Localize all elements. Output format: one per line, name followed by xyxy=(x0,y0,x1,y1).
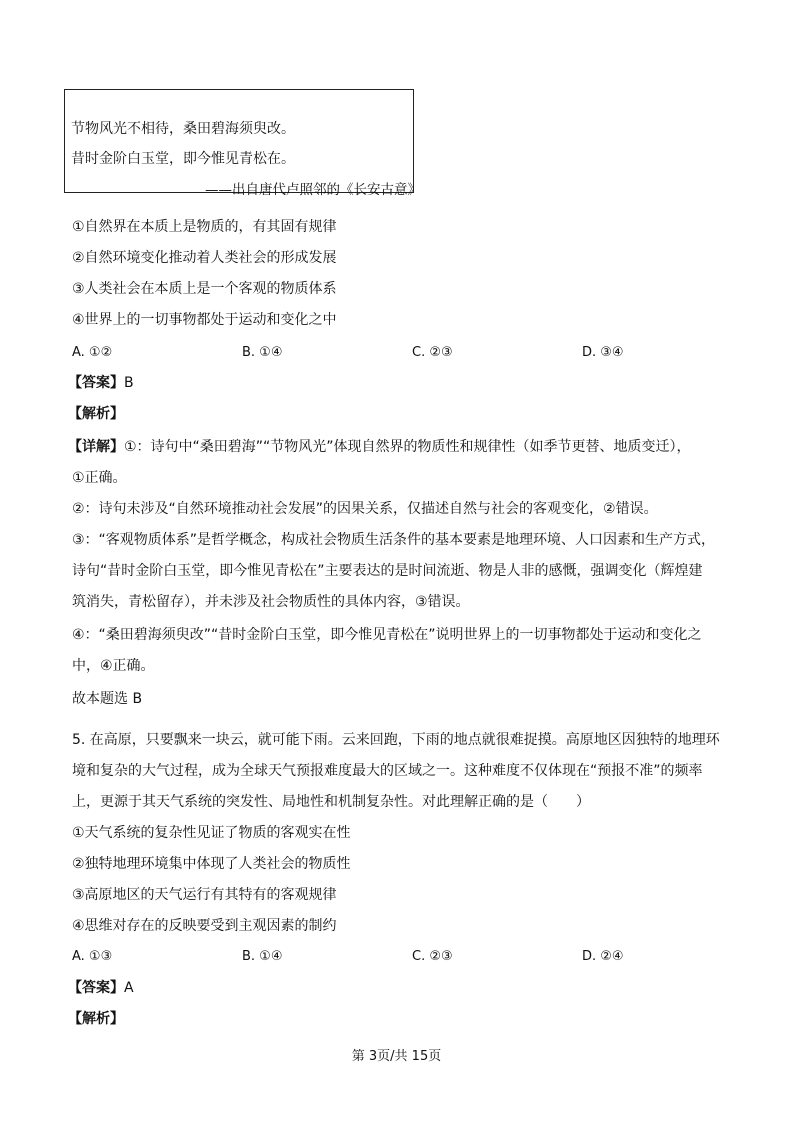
q4-detail-line-4: ③：“客观物质体系”是哲学概念，构成社会物质生活条件的基本要素是地理环境、人口因素和生产方式， xyxy=(72,532,716,548)
q4-answer xyxy=(68,374,134,392)
poem-line-1: 节物风光不相待，桑田碧海须臾改。 xyxy=(71,121,295,137)
q5-answer xyxy=(68,979,134,997)
q5-statement-2: ②独特地理环境集中体现了人类社会的物质性 xyxy=(72,856,351,872)
answer-label: 【答案】 xyxy=(68,980,124,996)
q5-statement-4: ④思维对存在的反映要受到主观因素的制约 xyxy=(72,918,337,934)
q4-detail-line-2: ①正确。 xyxy=(72,470,127,486)
detail-label: 【详解】 xyxy=(68,439,124,455)
page-footer: 第 3页/共 15页 xyxy=(351,1049,442,1064)
q4-detail-line-1 xyxy=(68,438,691,456)
q5-statement-1: ①天气系统的复杂性见证了物质的客观实在性 xyxy=(72,825,351,841)
q4-option-d: D. ③④ xyxy=(582,345,624,360)
q5-stem-line-1: 5. 在高原，只要飘来一块云，就可能下雨。云来回跑，下雨的地点就很难捉摸。高原地区因独特的地理环 xyxy=(72,732,720,748)
answer-value: A xyxy=(124,980,134,996)
poem-box xyxy=(64,89,421,198)
q4-detail-line-3: ②：诗句未涉及“自然环境推动社会发展”的因果关系，仅描述自然与社会的客观变化，②错误。 xyxy=(72,501,658,517)
q4-statement-3: ③人类社会在本质上是一个客观的物质体系 xyxy=(72,281,337,297)
q4-detail-line-6: 筑消失，青松留存），并未涉及社会物质性的具体内容，③错误。 xyxy=(72,594,470,610)
q4-statement-4: ④世界上的一切事物都处于运动和变化之中 xyxy=(72,312,337,328)
q4-detail-line-7: ④：“桑田碧海须臾改”“昔时金阶白玉堂，即今惟见青松在”说明世界上的一切事物都处于运动和变化之 xyxy=(72,627,702,643)
answer-value: B xyxy=(124,375,134,391)
q5-option-b: B. ①④ xyxy=(242,949,283,964)
q4-statement-2: ②自然环境变化推动着人类社会的形成发展 xyxy=(72,250,337,266)
q4-statement-1: ①自然界在本质上是物质的，有其固有规律 xyxy=(72,219,337,235)
q5-option-c: C. ②③ xyxy=(412,949,453,964)
q4-conclusion: 故本题选 B xyxy=(72,691,143,707)
q5-stem-line-3: 上，更源于其天气系统的突发性、局地性和机制复杂性。对此理解正确的是（ ） xyxy=(72,794,590,810)
q5-option-a: A. ①③ xyxy=(72,949,113,964)
poem-attribution: ——出自唐代卢照邻的《长安古意》 xyxy=(205,182,421,198)
q5-statement-3: ③高原地区的天气运行有其特有的客观规律 xyxy=(72,887,337,903)
q4-option-a: A. ①② xyxy=(72,345,113,360)
q4-analysis-label: 【解析】 xyxy=(68,406,124,422)
answer-label: 【答案】 xyxy=(68,375,124,391)
q4-detail-line-8: 中，④正确。 xyxy=(72,658,155,674)
q5-option-d: D. ②④ xyxy=(582,949,624,964)
q5-stem-line-2: 境和复杂的大气过程，成为全球天气预报难度最大的区域之一。这种难度不仅体现在“预报不准”的频率 xyxy=(72,763,703,779)
q4-option-c: C. ②③ xyxy=(412,345,453,360)
detail-text: ①：诗句中“桑田碧海”“节物风光”体现自然界的物质性和规律性（如季节更替、地质变迁）， xyxy=(124,439,691,455)
q4-detail-line-5: 诗句“昔时金阶白玉堂，即今惟见青松在”主要表达的是时间流逝、物是人非的感慨，强调变化（辉煌建 xyxy=(72,563,703,579)
q5-analysis-label: 【解析】 xyxy=(68,1011,124,1027)
poem-line-2: 昔时金阶白玉堂，即今惟见青松在。 xyxy=(71,151,295,167)
q4-option-b: B. ①④ xyxy=(242,345,283,360)
